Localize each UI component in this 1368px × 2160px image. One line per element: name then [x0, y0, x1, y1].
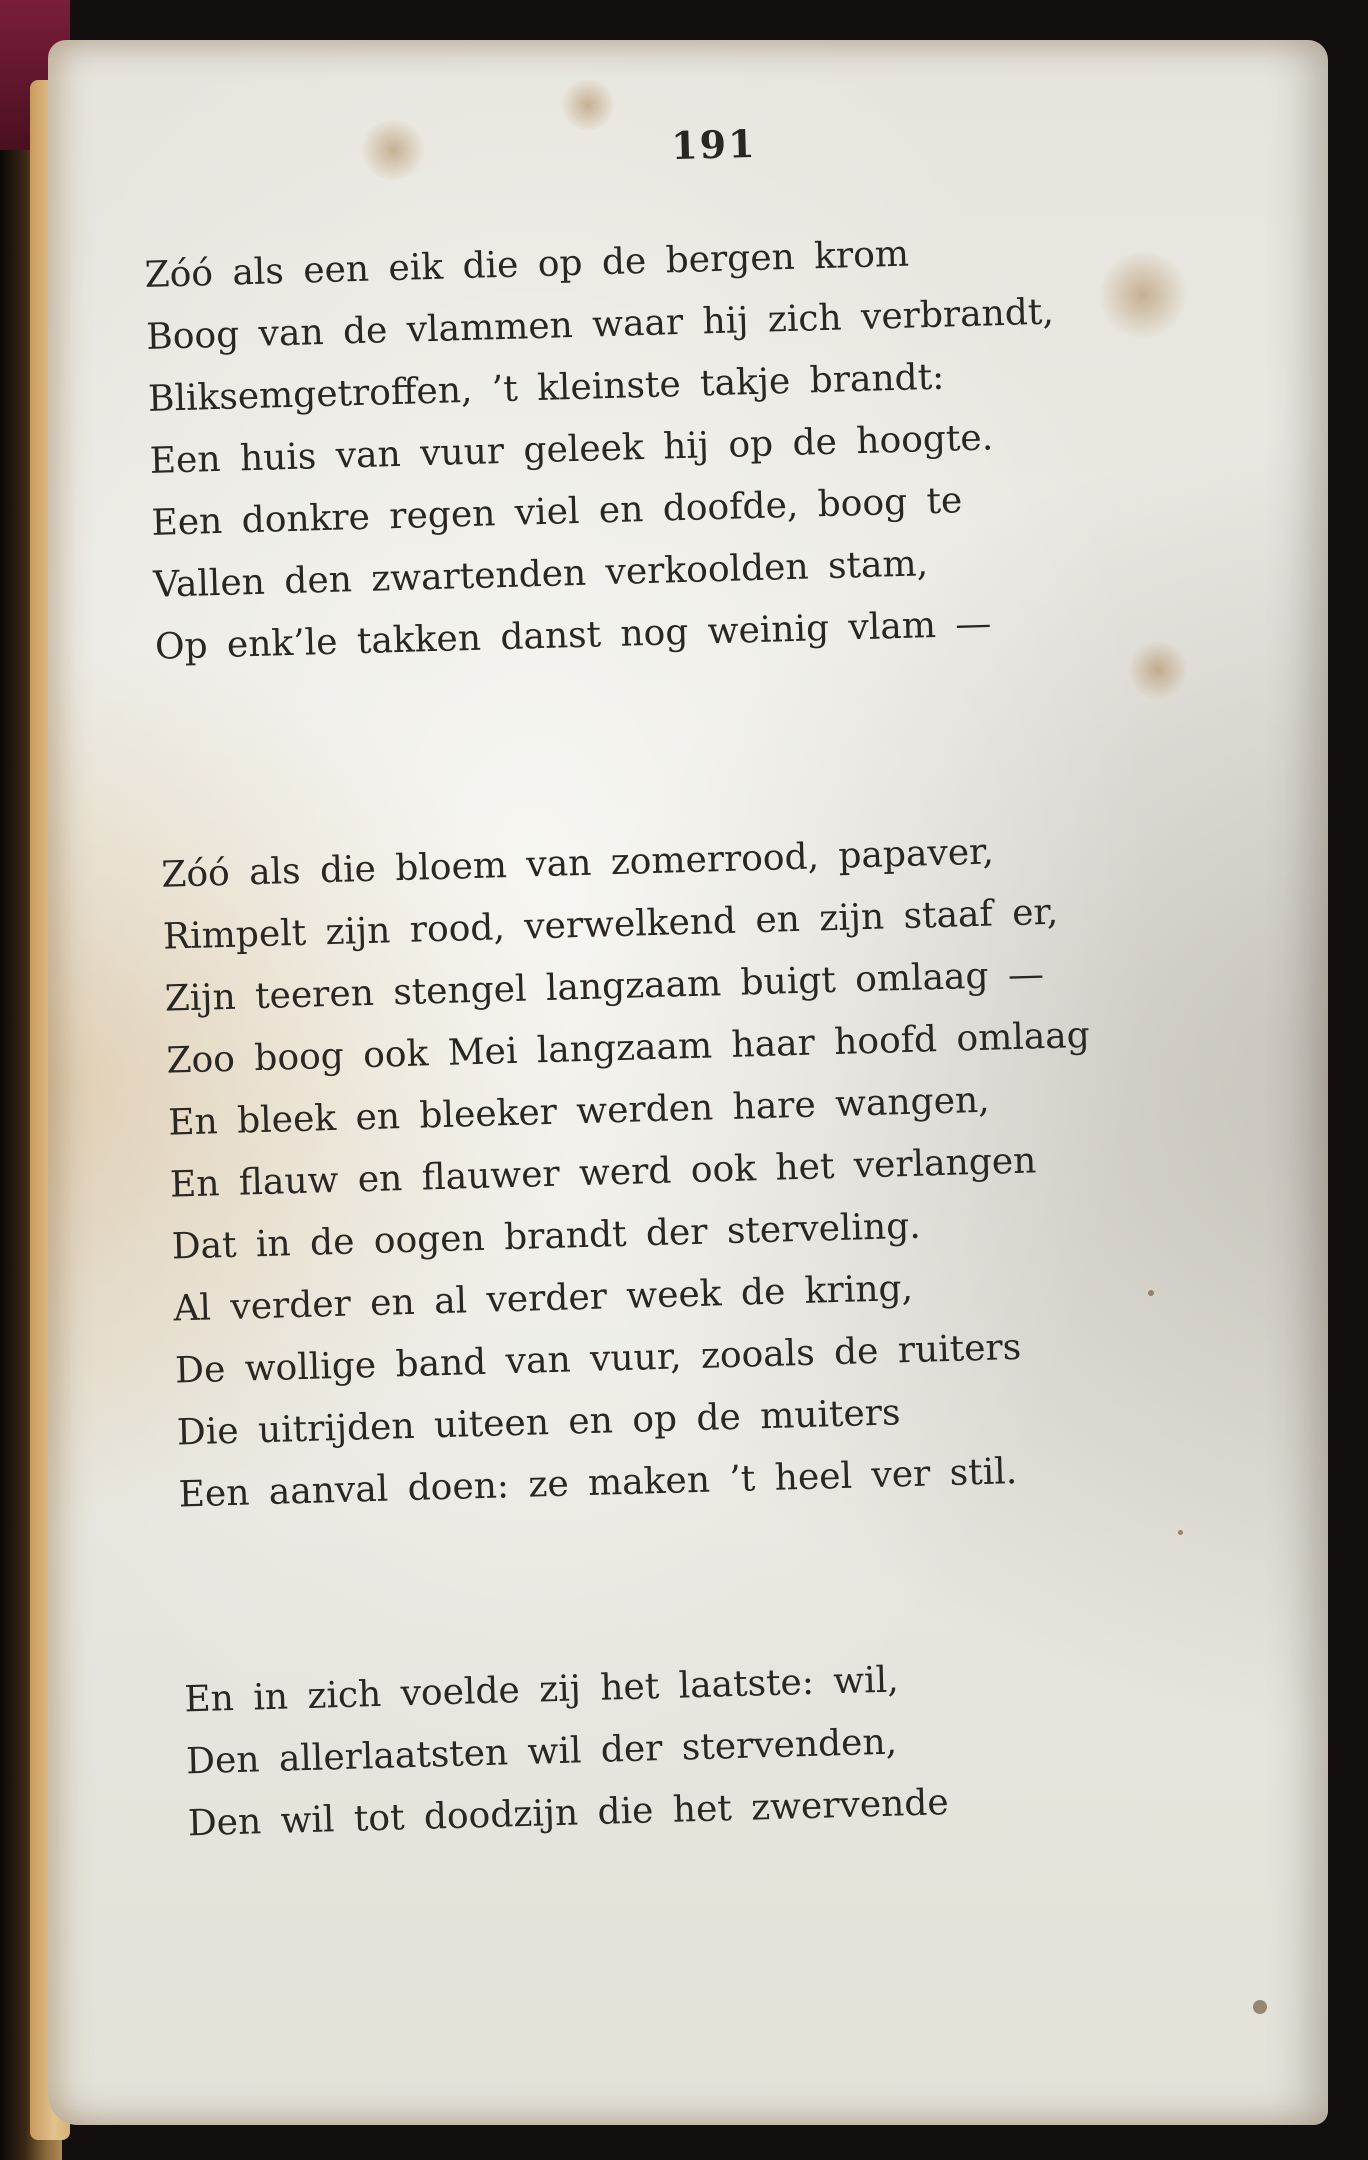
poem-line: Dat in de oogen brandt der sterveling. [171, 1205, 922, 1268]
poem-line: Bliksemgetroffen, ’t kleinste takje brandt: [147, 356, 945, 420]
poem-line: En flauw en flauwer werd ook het verlangen [169, 1140, 1037, 1206]
stanza-3 [184, 1648, 950, 1855]
poem-line: Een donkre regen viel en doofde, boog te [150, 480, 963, 544]
poem-line: Zóó als een eik die op de bergen krom [144, 233, 910, 296]
page-text [140, 78, 1333, 2009]
book-page [48, 40, 1328, 2125]
poem-line: Zoo boog ook Mei langzaam haar hoofd omlaag [165, 1014, 1091, 1082]
poem-line: Den allerlaatsten wil der stervenden, [185, 1721, 898, 1783]
poem-line: Al verder en al verder week de kring, [172, 1267, 914, 1330]
foxing-spot [1253, 2000, 1267, 2014]
poem-line: En bleek en bleeker werden hare wangen, [167, 1079, 991, 1144]
poem-line: Vallen den zwartenden verkoolden stam, [152, 543, 929, 606]
poem-line: Den wil tot doodzijn die het zwervende [187, 1782, 950, 1845]
poem-line: De wollige band van vuur, zooals de ruiters [174, 1326, 1022, 1392]
page-number: 191 [670, 120, 758, 169]
poem-line: Een huis van vuur geleek hij op de hoogte. [149, 417, 994, 482]
poem-line: Die uitrijden uiteen en op de muiters [176, 1392, 901, 1454]
poem-line: Rimpelt zijn rood, verwelkend en zijn staaf er, [162, 891, 1059, 958]
poem-line: Op enk’le takken danst nog weinig vlam — [154, 603, 992, 668]
stanza-2 [161, 819, 1103, 1527]
poem-line: Een aanval doen: ze maken ’t heel ver stil. [178, 1451, 1018, 1516]
poem-line: Zóó als die bloem van zomerrood, papaver, [160, 831, 995, 896]
poem-line: Boog van de vlammen waar hij zich verbrandt, [145, 291, 1055, 358]
poem-line: Zijn teeren stengel langzaam buigt omlaag — [164, 954, 1045, 1020]
stanza-1 [144, 220, 1063, 679]
poem-line: En in zich voelde zij het laatste: wil, [183, 1659, 900, 1721]
